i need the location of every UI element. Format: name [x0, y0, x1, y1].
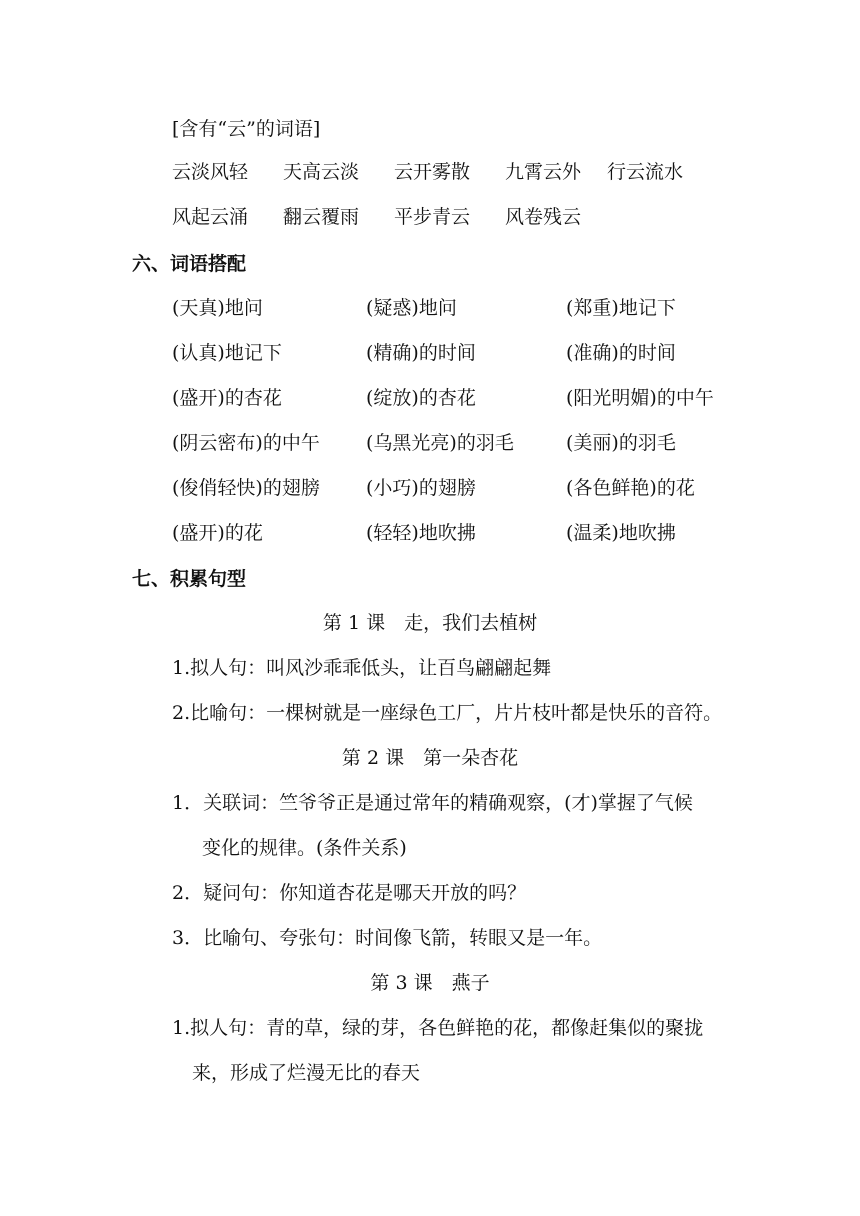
pairing-item: (阳光明媚)的中午 — [566, 387, 714, 409]
yun-words-label: [含有“云”的词语] — [172, 118, 321, 140]
lesson-1-sentence: 1.拟人句：叫风沙乖乖低头，让百鸟翩翩起舞 — [172, 657, 552, 679]
pairing-item: (阴云密布)的中午 — [172, 432, 320, 454]
yun-word: 风起云涌 — [172, 206, 249, 228]
lesson-2-title: 第 2 课 第一朵杏花 — [341, 747, 519, 769]
pairing-item: (各色鲜艳)的花 — [566, 477, 695, 499]
lesson-3-sentence: 1.拟人句：青的草，绿的芽，各色鲜艳的花，都像赶集似的聚拢 — [172, 1017, 704, 1039]
pairing-item: (小巧)的翅膀 — [366, 477, 476, 499]
pairing-item: (绽放)的杏花 — [366, 387, 476, 409]
pairing-item: (俊俏轻快)的翅膀 — [172, 477, 320, 499]
pairing-item: (美丽)的羽毛 — [566, 432, 676, 454]
section-heading-sentence-patterns: 七、积累句型 — [132, 568, 247, 590]
lesson-2-sentence: 2．疑问句：你知道杏花是哪天开放的吗？ — [172, 882, 527, 904]
yun-word: 九霄云外 — [505, 161, 582, 183]
pairing-item: (盛开)的花 — [172, 522, 263, 544]
lesson-3-sentence-continued: 来，形成了烂漫无比的春天 — [192, 1062, 421, 1084]
pairing-item: (天真)地问 — [172, 297, 263, 319]
pairing-item: (郑重)地记下 — [566, 297, 676, 319]
lesson-1-sentence: 2.比喻句：一棵树就是一座绿色工厂，片片枝叶都是快乐的音符。 — [172, 702, 723, 724]
yun-word: 云开雾散 — [394, 161, 471, 183]
yun-word: 云淡风轻 — [172, 161, 249, 183]
yun-word: 天高云淡 — [283, 161, 360, 183]
yun-word: 风卷残云 — [505, 206, 582, 228]
pairing-item: (疑惑)地问 — [366, 297, 457, 319]
lesson-2-sentence-continued: 变化的规律。(条件关系) — [202, 837, 407, 859]
lesson-1-title: 第 1 课 走，我们去植树 — [322, 612, 538, 634]
pairing-item: (温柔)地吹拂 — [566, 522, 676, 544]
lesson-2-sentence: 1．关联词：竺爷爷正是通过常年的精确观察，(才)掌握了气候 — [172, 792, 693, 814]
pairing-item: (认真)地记下 — [172, 342, 282, 364]
yun-word: 平步青云 — [394, 206, 471, 228]
pairing-item: (精确)的时间 — [366, 342, 476, 364]
pairing-item: (盛开)的杏花 — [172, 387, 282, 409]
pairing-item: (准确)的时间 — [566, 342, 676, 364]
pairing-item: (乌黑光亮)的羽毛 — [366, 432, 514, 454]
yun-word: 行云流水 — [607, 161, 684, 183]
pairing-item: (轻轻)地吹拂 — [366, 522, 476, 544]
lesson-3-title: 第 3 课 燕子 — [370, 972, 490, 994]
yun-word: 翻云覆雨 — [283, 206, 360, 228]
section-heading-word-pairing: 六、词语搭配 — [132, 253, 247, 275]
lesson-2-sentence: 3．比喻句、夸张句：时间像飞箭，转眼又是一年。 — [172, 927, 603, 949]
